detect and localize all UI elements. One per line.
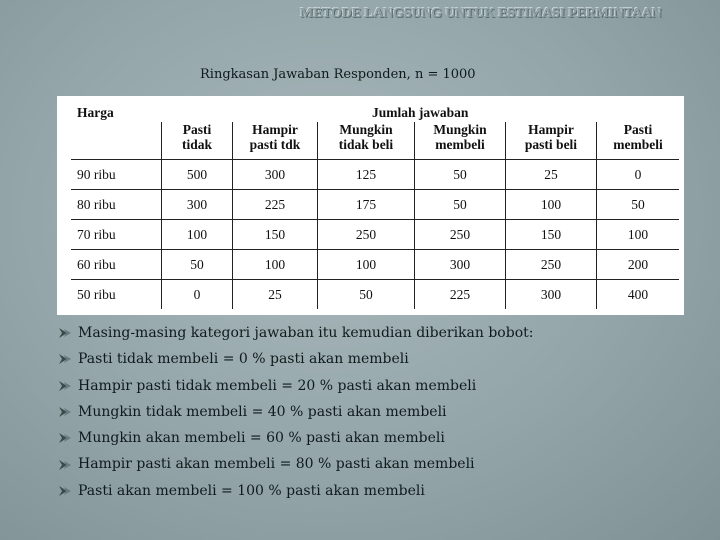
value-cell: 50 [415, 190, 506, 220]
value-cell: 500 [162, 160, 233, 190]
column-header: Pasti tidak [162, 122, 233, 160]
bullet-text: Mungkin akan membeli = 60 % pasti akan membeli [78, 430, 445, 447]
table-caption: Ringkasan Jawaban Responden, n = 1000 [200, 67, 476, 82]
value-cell: 25 [233, 280, 318, 310]
bullet-text: Hampir pasti tidak membeli = 20 % pasti akan membeli [78, 377, 477, 394]
value-cell: 100 [506, 190, 597, 220]
arrow-bullet-icon [58, 380, 72, 392]
list-item [58, 373, 533, 399]
value-cell: 0 [597, 160, 680, 190]
harga-header-spacer [71, 122, 162, 160]
value-cell: 225 [233, 190, 318, 220]
arrow-bullet-icon [58, 459, 72, 471]
column-header: Pasti membeli [597, 122, 680, 160]
list-item [58, 425, 533, 451]
value-cell: 100 [233, 250, 318, 280]
value-cell: 300 [233, 160, 318, 190]
bullet-text: Mungkin tidak membeli = 40 % pasti akan membeli [78, 403, 447, 420]
value-cell: 150 [506, 220, 597, 250]
value-cell: 300 [506, 280, 597, 310]
value-cell: 300 [162, 190, 233, 220]
table-header-row [71, 105, 679, 122]
value-cell: 400 [627, 286, 649, 302]
value-cell: 0 [162, 280, 233, 310]
value-cell: 300 [415, 250, 506, 280]
value-cell: 250 [318, 220, 415, 250]
value-cell: 100 [162, 220, 233, 250]
arrow-bullet-icon [58, 327, 72, 339]
jumlah-jawaban-header: Jumlah jawaban [372, 105, 469, 120]
bullet-text: Pasti akan membeli = 100 % pasti akan membeli [78, 482, 425, 499]
price-cell: 90 ribu [71, 160, 162, 190]
price-cell: 60 ribu [71, 250, 162, 280]
list-item [58, 346, 533, 372]
column-header: Hampir pasti beli [506, 122, 597, 160]
value-cell: 50 [597, 190, 680, 220]
value-cell: 200 [597, 250, 680, 280]
column-header: Mungkin membeli [415, 122, 506, 160]
table-subheader-row [71, 122, 679, 160]
list-item [58, 478, 533, 504]
weight-bullet-list [58, 320, 533, 504]
table-row [71, 220, 679, 250]
value-cell: 25 [506, 160, 597, 190]
list-item [58, 320, 533, 346]
response-summary-table [71, 105, 679, 309]
value-cell: 150 [233, 220, 318, 250]
list-item [58, 451, 533, 477]
table-row [71, 280, 679, 310]
bullet-text: Masing-masing kategori jawaban itu kemudian diberikan bobot: [78, 325, 534, 341]
column-header: Mungkin tidak beli [318, 122, 415, 160]
bullet-text: Hampir pasti akan membeli = 80 % pasti akan membeli [78, 456, 475, 473]
price-cell: 70 ribu [71, 220, 162, 250]
arrow-bullet-icon [58, 485, 72, 497]
summary-table-panel [57, 96, 684, 315]
value-cell: 250 [415, 220, 506, 250]
value-cell: 50 [162, 250, 233, 280]
value-cell: 50 [415, 160, 506, 190]
value-cell: 175 [318, 190, 415, 220]
price-cell: 80 ribu [71, 190, 162, 220]
value-cell: 100 [318, 250, 415, 280]
value-cell: 100 [597, 220, 680, 250]
value-cell: 50 [318, 280, 415, 310]
price-cell: 50 ribu [71, 280, 162, 310]
value-cell: 125 [318, 160, 415, 190]
table-row [71, 160, 679, 190]
value-cell: 225 [415, 280, 506, 310]
table-row [71, 190, 679, 220]
table-row [71, 250, 679, 280]
column-header: Hampir pasti tdk [233, 122, 318, 160]
value-cell: 250 [506, 250, 597, 280]
arrow-bullet-icon [58, 353, 72, 365]
slide-title: METODE LANGSUNG UNTUK ESTIMASI PERMINTAAN [300, 6, 662, 21]
harga-header: Harga [77, 105, 114, 120]
arrow-bullet-icon [58, 432, 72, 444]
bullet-text: Pasti tidak membeli = 0 % pasti akan membeli [78, 351, 409, 368]
list-item [58, 399, 533, 425]
arrow-bullet-icon [58, 406, 72, 418]
